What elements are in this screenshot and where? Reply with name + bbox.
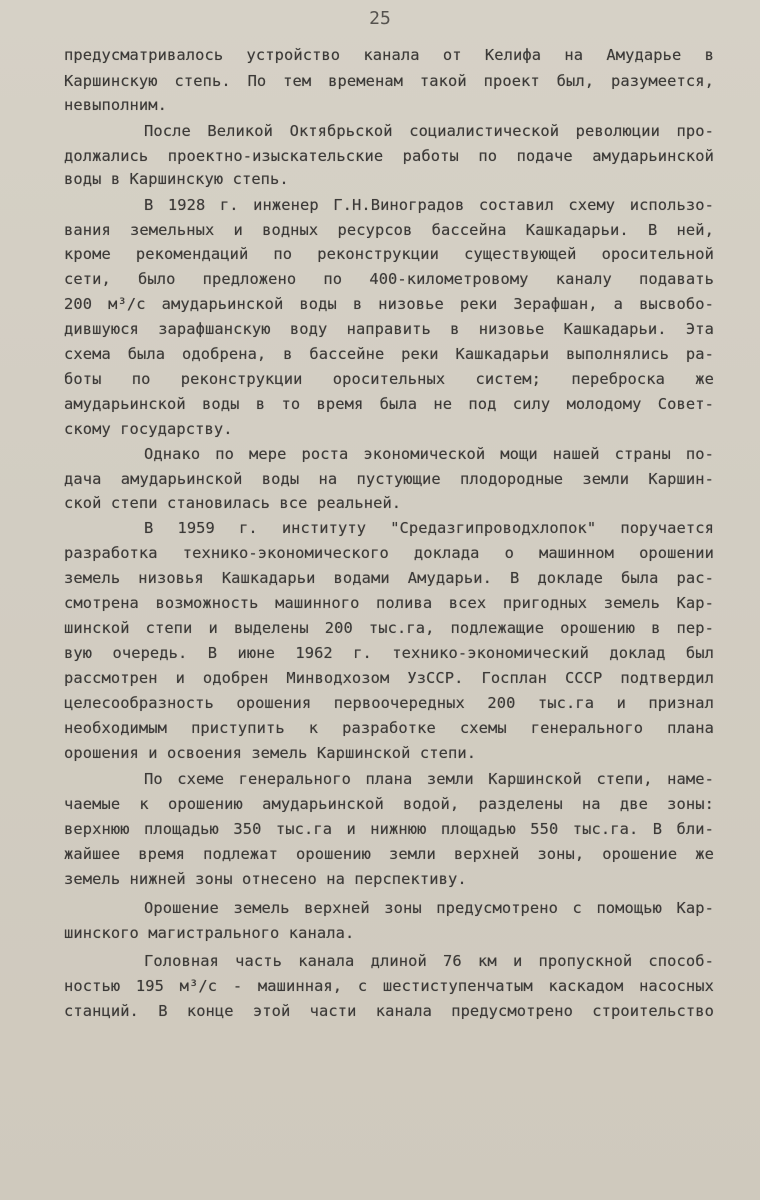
text-line: скому государству. [64, 420, 233, 438]
text-line: кроме рекомендаций по реконструкции существующей оросительной [64, 245, 714, 263]
text-line: невыполним. [64, 96, 168, 114]
text-line: станций. В конце этой части канала предусмотрено строительство [64, 1002, 714, 1020]
text-line: необходимым приступить к разработке схемы генерального плана [64, 719, 714, 737]
text-line: должались проектно-изыскательские работы по подаче амударьинской [64, 147, 714, 165]
text-line: шинского магистрального канала. [64, 924, 355, 942]
text-line: Орошение земель верхней зоны предусмотрено с помощью Кар- [144, 899, 714, 917]
text-line: амударьинской воды в то время была не под силу молодому Совет- [64, 395, 714, 413]
text-line: 200 м³/с амударьинской воды в низовье реки Зерафшан, а высвобо- [64, 295, 714, 313]
text-line: В 1928 г. инженер Г.Н.Виноградов составил схему использо- [144, 196, 714, 214]
text-line: сети, было предложено по 400-километровому каналу подавать [64, 270, 714, 288]
text-line: земель нижней зоны отнесено на перспективу. [64, 870, 467, 888]
text-line: ской степи становилась все реальней. [64, 494, 402, 512]
text-line: чаемые к орошению амударьинской водой, разделены на две зоны: [64, 795, 714, 813]
text-line: схема была одобрена, в бассейне реки Кашкадарьи выполнялись ра- [64, 345, 714, 363]
text-line: орошения и освоения земель Каршинской степи. [64, 744, 477, 762]
text-line: верхнюю площадью 350 тыс.га и нижнюю площадью 550 тыс.га. В бли- [64, 820, 714, 838]
text-line: По схеме генерального плана земли Каршинской степи, наме- [144, 770, 714, 788]
text-line: вую очередь. В июне 1962 г. технико-экономический доклад был [64, 644, 714, 662]
text-line: В 1959 г. институту "Средазгипроводхлопок" поручается [144, 519, 714, 537]
text-line: дившуюся зарафшанскую воду направить в низовье Кашкадарьи. Эта [64, 320, 714, 338]
text-line: После Великой Октябрьской социалистической революции про- [144, 122, 714, 140]
text-line: Однако по мере роста экономической мощи нашей страны по- [144, 445, 714, 463]
text-line: предусматривалось устройство канала от Келифа на Амударье в [64, 46, 714, 64]
text-line: ностью 195 м³/с - машинная, с шестиступенчатым каскадом насосных [64, 977, 714, 995]
text-line: дача амударьинской воды на пустующие плодородные земли Каршин- [64, 470, 714, 488]
text-line: разработка технико-экономического доклада о машинном орошении [64, 544, 714, 562]
text-line: шинской степи и выделены 200 тыс.га, подлежащие орошению в пер- [64, 619, 714, 637]
text-line: воды в Каршинскую степь. [64, 170, 289, 188]
text-line: рассмотрен и одобрен Минводхозом УзССР. Госплан СССР подтвердил [64, 669, 714, 687]
text-line: целесообразность орошения первоочередных 200 тыс.га и признал [64, 694, 714, 712]
text-line: жайшее время подлежат орошению земли верхней зоны, орошение же [64, 845, 714, 863]
text-line: Каршинскую степь. По тем временам такой проект был, разумеется, [64, 72, 714, 90]
text-line: вания земельных и водных ресурсов бассейна Кашкадарьи. В ней, [64, 221, 714, 239]
text-line: боты по реконструкции оросительных систем; переброска же [64, 370, 714, 388]
text-line: смотрена возможность машинного полива всех пригодных земель Кар- [64, 594, 714, 612]
text-line: Головная часть канала длиной 76 км и пропускной способ- [144, 952, 714, 970]
text-line: земель низовья Кашкадарьи водами Амударьи. В докладе была рас- [64, 569, 714, 587]
page-number: 25 [369, 8, 391, 29]
